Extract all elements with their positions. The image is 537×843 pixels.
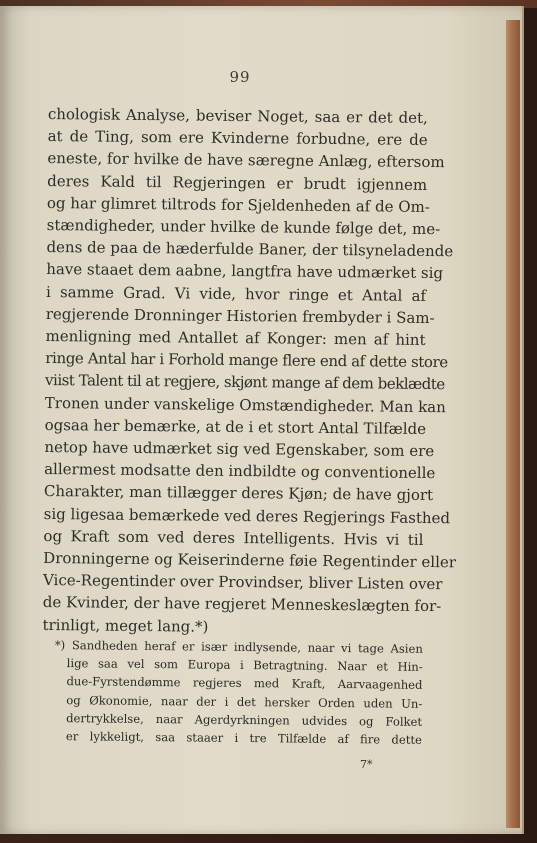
footnote-line: dertrykkelse, naar Agerdyrkningen udvides og Folket bbox=[66, 710, 423, 729]
footnote bbox=[54, 636, 423, 749]
book-page bbox=[0, 6, 524, 834]
body-line: ringe Antal har i Forhold mange flere end af dette store bbox=[45, 349, 448, 372]
footnote-line: og Økonomie, naar der i det hersker Orden uden Un- bbox=[66, 692, 423, 711]
body-line: og Kraft som ved deres Intelligents. Hvis vi til bbox=[43, 526, 424, 549]
body-line: Vice-Regentinder over Provindser, bliver Listen over bbox=[42, 571, 443, 594]
body-line: sig ligesaa bemærkede ved deres Regjerings Fasthed bbox=[43, 504, 451, 527]
body-line: Charakter, man tillægger deres Kjøn; de have gjort bbox=[43, 482, 434, 505]
body-line: regjerende Dronninger Historien frembyder i Sam- bbox=[45, 304, 435, 327]
body-line: menligning med Antallet af Konger: men af hint bbox=[45, 327, 426, 349]
body-line: Dronningerne og Keiserinderne føie Regentinder eller bbox=[43, 549, 457, 572]
body-text bbox=[42, 103, 457, 640]
body-line: eneste, for hvilke de have særegne Anlæg, eftersom bbox=[47, 149, 445, 172]
body-line: og har glimret tiltrods for Sjeldenheden af de Om- bbox=[46, 193, 430, 216]
footnote-line: lige saa vel som Europa i Betragtning. Naar et Hin- bbox=[66, 656, 423, 675]
body-line: dens de paa de hæderfulde Baner, der tilsyneladende bbox=[46, 238, 454, 261]
body-line: netop have udmærket sig ved Egenskaber, som ere bbox=[44, 438, 435, 461]
body-line: Tronen under vanskelige Omstændigheder. Man kan bbox=[44, 393, 446, 416]
signature-mark: 7* bbox=[360, 758, 373, 771]
footnote-line: er lykkeligt, saa staaer i tre Tilfælde af fire dette bbox=[65, 729, 423, 747]
body-line: stændigheder, under hvilke de kunde følge det, me- bbox=[46, 216, 441, 239]
body-line: trinligt, meget lang.*) bbox=[42, 615, 209, 636]
page-number: 99 bbox=[229, 68, 251, 86]
body-line: ogsaa her bemærke, at de i et stort Antal Tilfælde bbox=[44, 415, 427, 438]
footnote-line: due-Fyrstendømme regjeres med Kraft, Aarvaagenhed bbox=[66, 674, 423, 693]
body-line: i samme Grad. Vi vide, hvor ringe et Antal af bbox=[45, 282, 427, 305]
body-line: chologisk Analyse, beviser Noget, saa er det det, bbox=[47, 104, 428, 127]
body-line: have staaet dem aabne, langtfra have udmærket sig bbox=[46, 260, 444, 283]
body-line: viist Talent til at regjere, skjønt mange af dem beklædte bbox=[45, 371, 445, 394]
page-edge-stack bbox=[506, 20, 520, 828]
footnote-line: *) Sandheden heraf er især indlysende, naar vi tage Asien bbox=[54, 637, 423, 656]
body-line: at de Ting, som ere Kvinderne forbudne, ere de bbox=[47, 127, 428, 150]
body-line: deres Kald til Regjeringen er brudt igjennem bbox=[47, 171, 428, 194]
body-line: de Kvinder, der have regjeret Menneskeslægten for- bbox=[42, 593, 442, 616]
body-line: allermest modsatte den indbildte og conventionelle bbox=[44, 460, 436, 483]
